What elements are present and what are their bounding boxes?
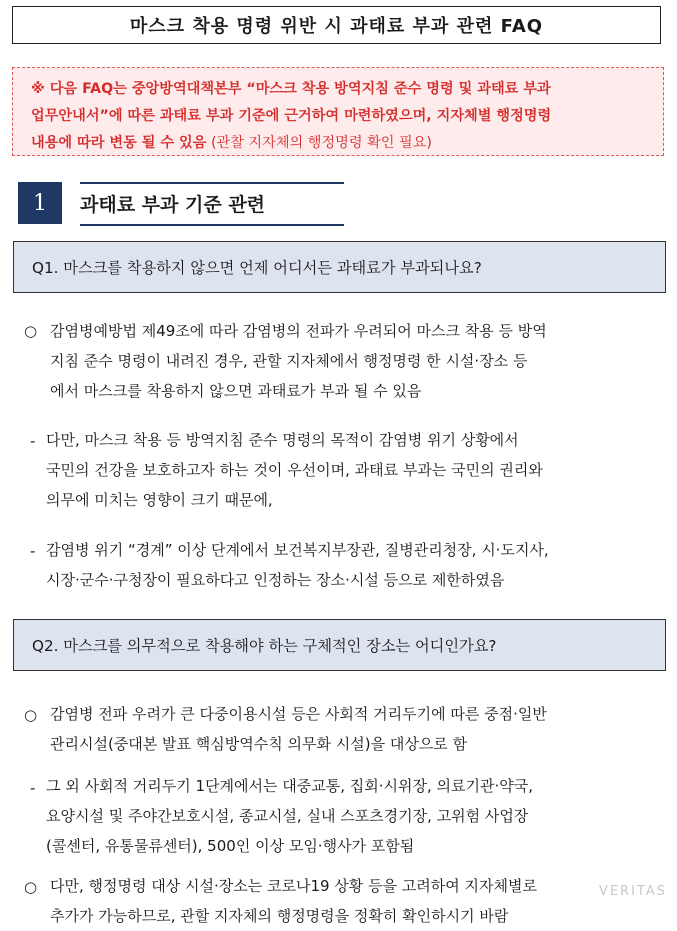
section-bottom-rule — [80, 224, 344, 226]
q2-a1-line-1: 감염병 전파 우려가 큰 다중이용시설 등은 사회적 거리두기에 따른 중점·일반 — [50, 705, 547, 723]
notice-line-3 — [31, 130, 651, 157]
section-header — [18, 182, 344, 226]
bullet-dash: - — [30, 542, 36, 560]
section-number: 1 — [18, 182, 62, 224]
q2-answer-3 — [50, 871, 537, 931]
q2-answer-1 — [50, 699, 547, 759]
page-title: 마스크 착용 명령 위반 시 과태료 부과 관련 FAQ — [12, 6, 661, 44]
q1-a1-line-1: 감염병예방법 제49조에 따라 감염병의 전파가 우려되어 마스크 착용 등 방역 — [50, 322, 547, 340]
q1-a1-line-2: 지침 준수 명령이 내려진 경우, 관할 지자체에서 행정명령 한 시설·장소 등 — [50, 352, 528, 370]
q2-a3-line-2: 추가가 가능하므로, 관할 지자체의 행정명령을 정확히 확인하시기 바람 — [50, 907, 509, 925]
bullet-dash: - — [30, 779, 36, 797]
q2-a2-line-2: 요양시설 및 주야간보호시설, 종교시설, 실내 스포츠경기장, 고위험 사업장 — [46, 807, 529, 825]
bullet-circle: ○ — [24, 878, 38, 896]
q2-a2-line-1: 그 외 사회적 거리두기 1단계에서는 대중교통, 집회·시위장, 의료기관·약국, — [46, 777, 533, 795]
bullet-dash: - — [30, 432, 36, 450]
notice-line-3-bold: 내용에 따라 변동 될 수 있음 — [31, 135, 207, 151]
q1-a1-line-3: 에서 마스크를 착용하지 않으면 과태료가 부과 될 수 있음 — [50, 382, 422, 400]
q1-answer-2 — [46, 425, 543, 515]
q1-answer-3 — [46, 535, 549, 595]
watermark-logo: VERITAS — [598, 884, 667, 899]
notice-line-3-note: (관찰 지자체의 행정명령 확인 필요) — [206, 135, 432, 151]
q1-a2-line-1: 다만, 마스크 착용 등 방역지침 준수 명령의 목적이 감염병 위기 상황에서 — [46, 431, 519, 449]
notice-line-2: 업무안내서”에 따른 과태료 부과 기준에 근거하여 마련하였으며, 지자체별 행정명령 — [31, 108, 552, 124]
notice-box — [12, 67, 664, 156]
question-2-box: Q2. 마스크를 의무적으로 착용해야 하는 구체적인 장소는 어디인가요? — [13, 619, 666, 671]
q1-a2-line-2: 국민의 건강을 보호하고자 하는 것이 우선이며, 과태료 부과는 국민의 권리와 — [46, 461, 543, 479]
q1-a3-line-2: 시장·군수·구청장이 필요하다고 인정하는 장소·시설 등으로 제한하였음 — [46, 571, 505, 589]
q1-answer-1 — [50, 316, 547, 406]
q2-a2-line-3: (콜센터, 유통물류센터), 500인 이상 모임·행사가 포함됨 — [46, 837, 415, 855]
q2-a1-line-2: 관리시설(중대본 발표 핵심방역수칙 의무화 시설)을 대상으로 함 — [50, 735, 468, 753]
q2-answer-2 — [46, 771, 533, 861]
section-label: 과태료 부과 기준 관련 — [80, 193, 266, 216]
q2-a3-line-1: 다만, 행정명령 대상 시설·장소는 코로나19 상황 등을 고려하여 지자체별로 — [50, 877, 537, 895]
notice-line-1: ※ 다음 FAQ는 중앙방역대책본부 “마스크 착용 방역지침 준수 명령 및 과태료 부과 — [31, 81, 551, 97]
bullet-circle: ○ — [24, 706, 38, 724]
q1-a2-line-3: 의무에 미치는 영향이 크기 때문에, — [46, 491, 273, 509]
q1-a3-line-1: 감염병 위기 “경계” 이상 단계에서 보건복지부장관, 질병관리청장, 시·도지사, — [46, 541, 549, 559]
question-1-box: Q1. 마스크를 착용하지 않으면 언제 어디서든 과태료가 부과되나요? — [13, 241, 666, 293]
bullet-circle: ○ — [24, 322, 38, 340]
